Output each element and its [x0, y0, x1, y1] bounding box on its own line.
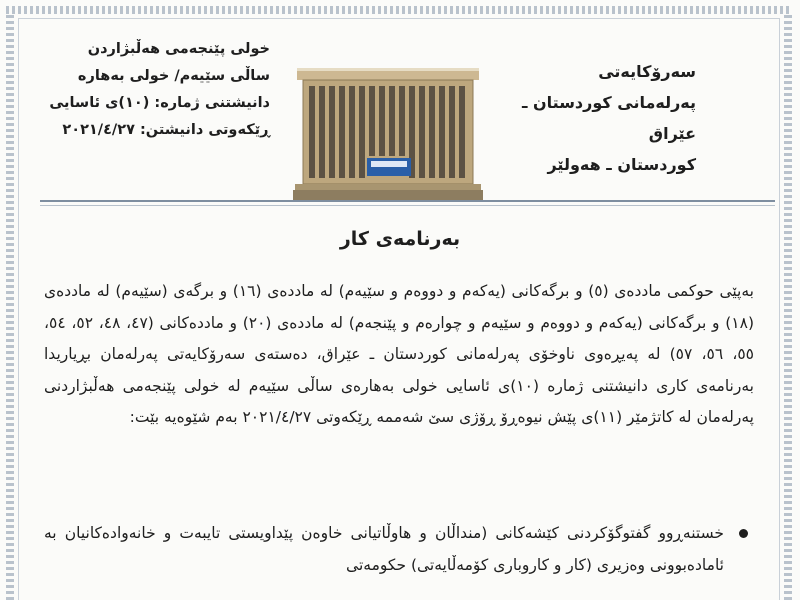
header-divider-thin: [40, 205, 775, 206]
institution-line-3: کوردستان ـ هەولێر: [547, 155, 696, 174]
page-title: بەرنامەی کار: [339, 228, 461, 250]
intro-paragraph: بەپێی حوکمی ماددەی (٥) و برگەکانی (یەکەم و دووەم و سێیەم) لە ماددەی (١٦) و برگەی (سێیەم) لە ماددەی (١٨) و برگەکانی (یەکەم و دووەم و سێیەم و چوارەم و پێنجەم) لە ماددەی (٢٠) و ماددەکانی (٤٧، ٤٨، ٥٢، ٥٤، ٥٥، ٥٦، ٥٧) لە پەیڕەوی ناوخۆی پەرلەمانی کوردستان ـ عێراق، دەستەی سەرۆکایەتی پەرلەمان بڕیاریدا بەرنامەی کاری دانیشتنی ژمارە (١٠)ی ئاسایی خولی بەهارەی ساڵی سێیەم لە خولی پێنجەمی هەڵبژاردنی پەرلەمان لە کاتژمێر (١١)ی پێش نیوەڕۆ ڕۆژی سێ شەممە ڕێکەوتی ٢٠٢١/٤/٢٧ بەم شێوەیە بێت:: [44, 282, 755, 426]
session-info: [40, 36, 270, 144]
header-divider: [40, 200, 775, 202]
bullet-icon: [739, 529, 748, 538]
session-year: ساڵی سێیەم/ خولی بەهارە: [77, 68, 270, 84]
parliament-building-icon: [293, 62, 483, 200]
agenda-item: [44, 518, 750, 581]
institution-header: [476, 56, 696, 180]
institution-line-1: سەرۆکایەتی: [598, 62, 696, 81]
session-number: دانیشتنی ژمارە: (١٠)ی ئاسایی: [49, 95, 270, 111]
agenda-list: [44, 518, 750, 581]
session-term: خولی پێنجەمی هەڵبژاردن: [87, 41, 270, 57]
institution-line-2: پەرلەمانی کوردستان ـ عێراق: [521, 93, 696, 143]
session-date: ڕێکەوتی دانیشتن: ٢٠٢١/٤/٢٧: [62, 122, 270, 138]
agenda-item-text: خستنەڕوو گفتوگۆکردنی کێشەکانی (منداڵان و هاوڵاتیانی خاوەن پێداویستی تایبەت و خانەوادەکانیان بە ئامادەبوونی وەزیری (کار و کاروباری کۆمەڵایەتی) حکومەتی: [44, 524, 724, 574]
